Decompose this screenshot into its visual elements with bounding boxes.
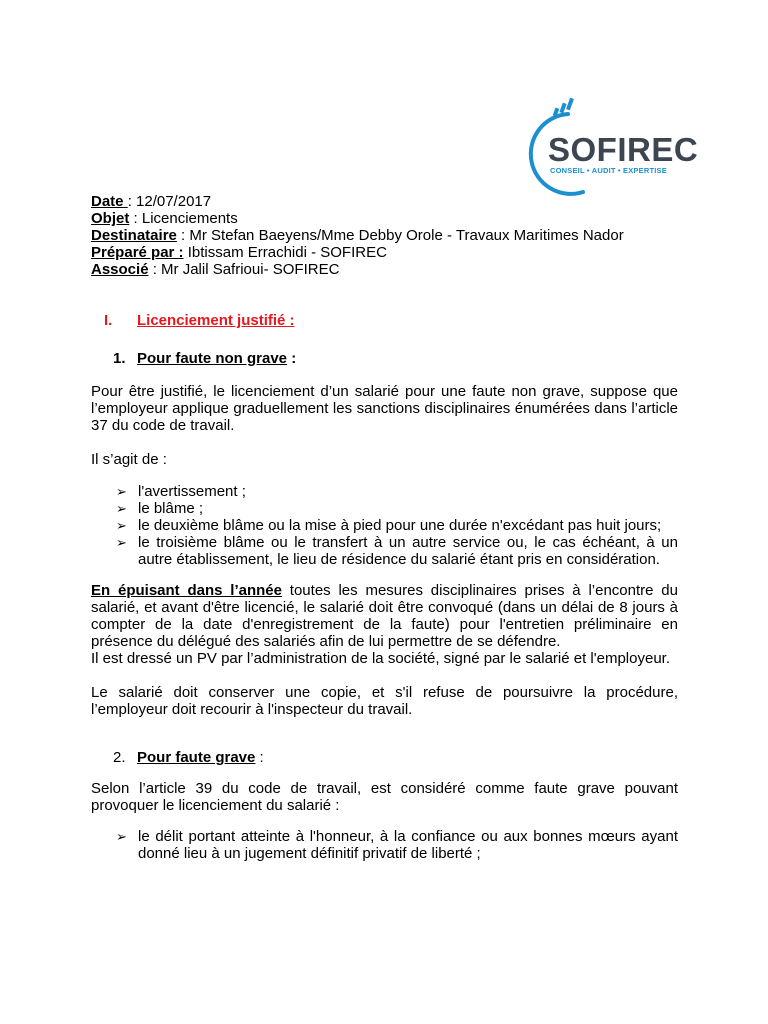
document-body [91, 312, 678, 862]
subsection-title-2-suffix: : [255, 749, 264, 766]
objet-label: Objet [91, 210, 130, 227]
list-item: ➢ le délit portant atteinte à l'honneur, à la confiance ou aux bonnes mœurs ayant donné lieu à un jugement définitif privatif de liberté ; [116, 828, 678, 862]
list-item: ➢ l'avertissement ; [116, 483, 246, 500]
objet-line [91, 210, 691, 227]
subsection-number-1: 1. [113, 350, 126, 367]
paragraph-procedure: En épuisant dans l’année toutes les mesures disciplinaires prises à l’encontre du salarié, et avant d'être licencié, le salarié doit être convoqué (dans un délai de 8 jours à compter de la date d'enregistrement de la faute) pour l'entretien préliminaire en présence du délégué des salariés afin de lui permettre de se défendre. [91, 582, 678, 650]
associe-value: : Mr Jalil Safrioui- SOFIREC [148, 261, 340, 278]
date-value: : 12/07/2017 [127, 193, 212, 210]
paragraph-copy: Le salarié doit conserver une copie, et s'il refuse de poursuivre la procédure, l’employeur doit recourir à l'inspecteur du travail. [91, 684, 678, 718]
destinataire-line [91, 227, 691, 244]
paragraph-pv: Il est dressé un PV par l’administration de la société, signé par le salarié et l'employeur. [91, 650, 670, 667]
associe-line [91, 261, 691, 278]
subsection-title-2 [113, 749, 678, 769]
associe-label: Associé [91, 261, 149, 278]
list-item: ➢ le deuxième blâme ou la mise à pied pour une durée n'excédant pas huit jours; [116, 517, 662, 534]
list-item: ➢ le blâme ; [116, 500, 204, 517]
prepare-line [91, 244, 691, 261]
subsection-title-2-text: Pour faute grave [137, 749, 256, 766]
sanctions-list [91, 483, 678, 568]
memo-header [91, 193, 691, 278]
arrow-bullet-icon: ➢ [116, 501, 127, 516]
date-label: Date [91, 193, 128, 210]
sofirec-logo [528, 96, 699, 196]
subsection-number-2: 2. [113, 749, 126, 766]
subsection-title-1 [113, 350, 678, 370]
emphasis-text: En épuisant dans l’année [91, 582, 282, 599]
prepare-value: Ibtissam Errachidi - SOFIREC [183, 244, 387, 261]
destinataire-label: Destinataire [91, 227, 177, 244]
arrow-bullet-icon: ➢ [116, 484, 127, 499]
section-title [104, 312, 678, 332]
paragraph-faute-grave: Selon l’article 39 du code de travail, est considéré comme faute grave pouvant provoquer le licenciement du salarié : [91, 780, 678, 814]
date-line [91, 193, 691, 210]
logo-tagline: CONSEIL • AUDIT • EXPERTISE [550, 166, 667, 175]
arrow-bullet-icon: ➢ [116, 829, 127, 844]
paragraph-intro: Pour être justifié, le licenciement d’un salarié pour une faute non grave, suppose que l’employeur applique graduellement les sanctions disciplinaires énumérées dans l’article 37 du code de travail. [91, 383, 678, 434]
list-item: ➢ le troisième blâme ou le transfert à un autre service ou, le cas échéant, à un autre établissement, le lieu de résidence du salarié étant pris en considération. [116, 534, 678, 568]
destinataire-value: : Mr Stefan Baeyens/Mme Debby Orole - Travaux Maritimes Nador [176, 227, 624, 244]
subsection-title-1-text: Pour faute non grave [137, 350, 288, 367]
prepare-label: Préparé par : [91, 244, 184, 261]
logo-wordmark: SOFIREC [548, 131, 699, 168]
arrow-bullet-icon: ➢ [116, 518, 127, 533]
paragraph-lead: Il s’agit de : [91, 451, 167, 468]
arrow-bullet-icon: ➢ [116, 535, 127, 550]
subsection-title-1-suffix: : [287, 350, 297, 367]
section-number: I. [104, 312, 113, 329]
faute-grave-list [91, 828, 678, 862]
section-title-text: Licenciement justifié : [137, 312, 295, 329]
objet-value: : Licenciements [129, 210, 238, 227]
